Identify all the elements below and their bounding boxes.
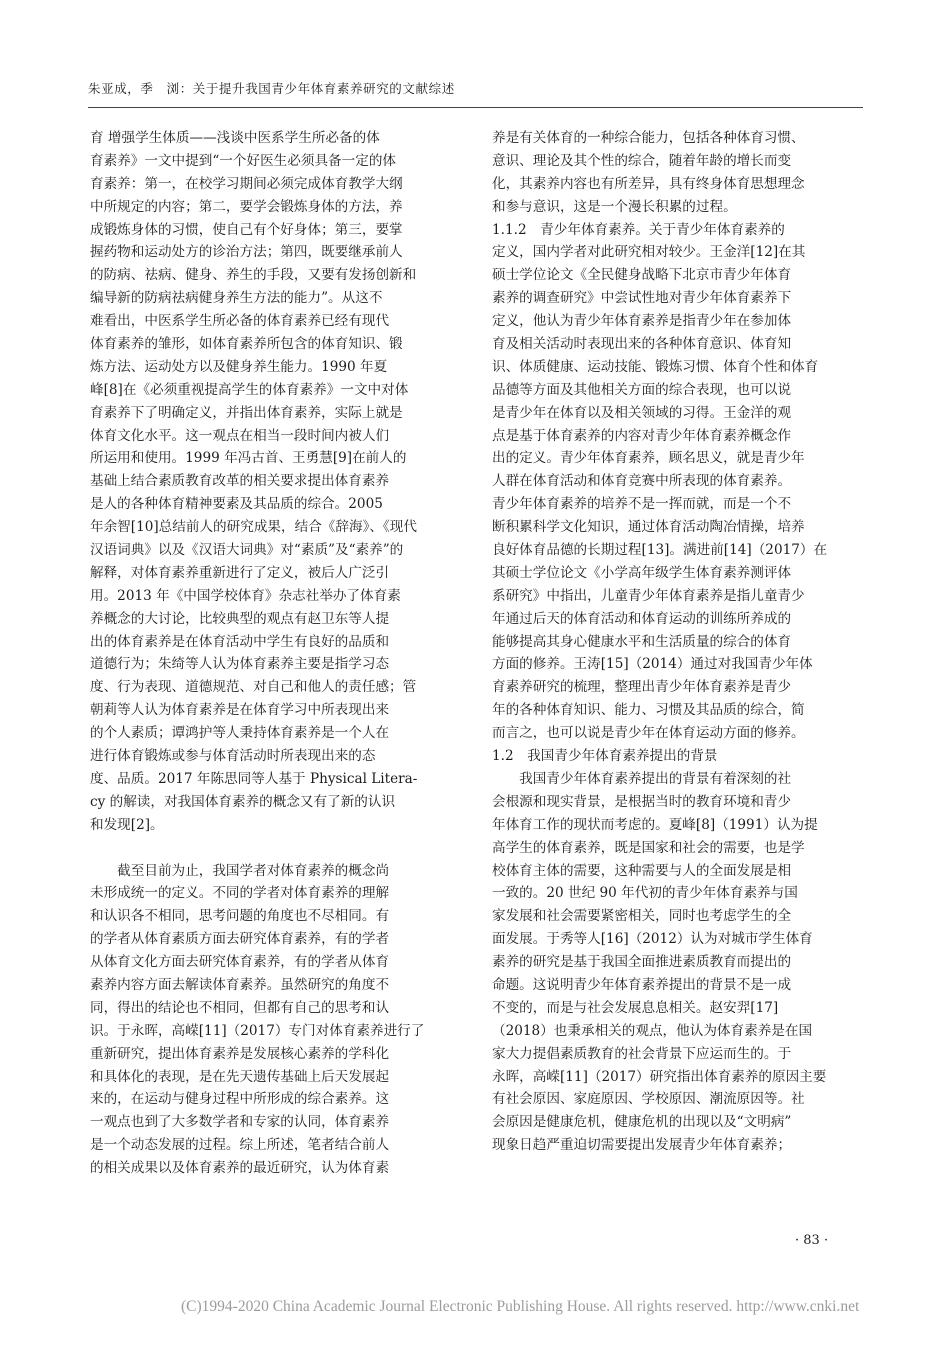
right-column-line: 一致的。20 世纪 90 年代初的青少年体育素养与国	[492, 885, 798, 902]
left-column-line: cy 的解读，对我国体育素养的概念又有了新的认识	[90, 793, 396, 810]
left-column-line: 一观点也到了大多数学者和专家的认同，体育素养	[90, 1114, 390, 1131]
left-column-line: 的防病、祛病、健身、养生的手段，又要有发扬创新和	[90, 267, 417, 284]
left-column-line: 的学者从体育素质方面去研究体育素养，有的学者	[90, 931, 390, 948]
header-divider	[88, 107, 863, 108]
right-column-line: 方面的修养。王涛[15]（2014）通过对我国青少年体	[492, 656, 813, 673]
left-column-line: 和认识各不相同，思考问题的角度也不尽相同。有	[90, 908, 390, 925]
left-column-line: 未形成统一的定义。不同的学者对体育素养的理解	[90, 885, 390, 902]
right-column-line: 年通过后天的体育活动和体育运动的训练所养成的	[492, 610, 792, 627]
left-column-line: 年余智[10]总结前人的研究成果，结合《辞海》、《现代	[90, 519, 417, 536]
right-column-line: 定义，国内学者对此研究相对较少。王金洋[12]在其	[492, 244, 806, 261]
left-column-line: 体育素养的雏形，如体育素养所包含的体育知识、锻	[90, 336, 403, 353]
left-column-line: 出的体育素养是在体育活动中学生有良好的品质和	[90, 633, 390, 650]
right-column-line: 和参与意识，这是一个漫长积累的过程。	[492, 198, 737, 215]
right-column-line: 命题。这说明青少年体育素养提出的背景不是一成	[492, 976, 792, 993]
right-column-line: 会原因是健康危机，健康危机的出现以及“文明病”	[492, 1114, 792, 1131]
left-column-line: 基础上结合素质教育改革的相关要求提出体育素养	[90, 473, 390, 490]
left-column	[90, 127, 460, 1180]
left-column-line: 来的，在运动与健身过程中所形成的综合素养。这	[90, 1091, 390, 1108]
left-column-line: 的相关成果以及体育素养的最近研究，认为体育素	[90, 1160, 390, 1177]
right-column-line: 育素养研究的梳理，整理出青少年体育素养是青少	[492, 679, 792, 696]
left-column-line: 道德行为；朱绮等人认为体育素养主要是指学习态	[90, 656, 390, 673]
right-column-line: 青少年体育素养的培养不是一挥而就，而是一个不	[492, 496, 792, 513]
right-column-line: 会根源和现实背景，是根据当时的教育环境和青少	[492, 793, 792, 810]
left-column-line: 同，得出的结论也不相同，但都有自己的思考和认	[90, 999, 390, 1016]
right-column-line: 良好体育品德的长期过程[13]。满进前[14]（2017）在	[492, 542, 828, 559]
left-column-line: 编导新的防病祛病健身养生方法的能力”。从这不	[90, 290, 383, 307]
right-column-line: 人群在体育活动和体育竞赛中所表现的体育素养。	[492, 473, 792, 490]
left-column-line: 汉语词典》以及《汉语大词典》对“素质”及“素养”的	[90, 542, 404, 559]
right-column-line: 是青少年在体育以及相关领域的习得。王金洋的观	[492, 404, 792, 421]
right-column-line: 素养的研究是基于我国全面推进素质教育而提出的	[492, 954, 792, 971]
running-header: 朱亚成，季 浏：关于提升我国青少年体育素养研究的文献综述	[88, 81, 455, 96]
right-column-line: 意识、理论及其个性的综合，随着年龄的增长而变	[492, 152, 792, 169]
left-column-line: 育素养》一文中提到“一个好医生必须具备一定的体	[90, 152, 397, 169]
right-column-line: 素养的调查研究》中尝试性地对青少年体育素养下	[492, 290, 792, 307]
left-column-line: 炼方法、运动处方以及健身养生能力。1990 年夏	[90, 358, 388, 375]
right-column-line: 断积累科学文化知识，通过体育活动陶冶情操，培养	[492, 519, 805, 536]
left-column-line: 和具体化的表现，是在先天遗传基础上后天发展起	[90, 1068, 390, 1085]
left-column-line: 用。2013 年《中国学校体育》杂志社举办了体育素	[90, 587, 401, 604]
page-number: · 83 ·	[795, 1233, 829, 1248]
right-column-line: 永晖，高嵘[11]（2017）研究指出体育素养的原因主要	[492, 1068, 827, 1085]
right-column-line: 家大力提倡素质教育的社会背景下应运而生的。于	[492, 1045, 792, 1062]
left-column-line	[90, 837, 460, 860]
right-column-line: 点是基于体育素养的内容对青少年体育素养概念作	[492, 427, 792, 444]
left-column-line: 握药物和运动处方的诊治方法；第四，既要继承前人	[90, 244, 403, 261]
left-column-line: 峰[8]在《必须重视提高学生的体育素养》一文中对体	[90, 381, 409, 398]
right-column-line: 不变的，而是与社会发展息息相关。赵安羿[17]	[492, 999, 779, 1016]
right-column-line: 校体育主体的需要，这种需要与人的全面发展是相	[492, 862, 792, 879]
left-column-line: 识。于永晖，高嵘[11]（2017）专门对体育素养进行了	[90, 1022, 425, 1039]
right-column-line: 而言之，也可以说是青少年在体育运动方面的修养。	[492, 725, 805, 742]
right-column-line: 我国青少年体育素养提出的背景有着深刻的社	[492, 770, 792, 787]
left-column-line: 中所规定的内容；第二，要学会锻炼身体的方法，养	[90, 198, 403, 215]
right-column-line: 定义，他认为青少年体育素养是指青少年在参加体	[492, 313, 792, 330]
left-column-line: 育 增强学生体质——浅谈中医系学生所必备的体	[90, 130, 380, 146]
left-column-line: 从体育文化方面去研究体育素养，有的学者从体育	[90, 954, 390, 971]
left-column-line: 的个人素质；谭鸿护等人秉持体育素养是一个人在	[90, 725, 390, 742]
right-column-line: 年的各种体育知识、能力、习惯及其品质的综合，简	[492, 702, 805, 719]
left-column-line: 体育文化水平。这一观点在相当一段时间内被人们	[90, 427, 390, 444]
left-column-line: 难看出，中医系学生所必备的体育素养已经有现代	[90, 313, 390, 330]
right-column-line: 育及相关活动时表现出来的各种体育意识、体育知	[492, 336, 792, 353]
right-column-line: 其硕士学位论文《小学高年级学生体育素养测评体	[492, 564, 792, 581]
left-column-line: 养概念的大讨论，比较典型的观点有赵卫东等人提	[90, 610, 390, 627]
right-column-line: 现象日趋严重迫切需要提出发展青少年体育素养；	[492, 1137, 792, 1154]
left-column-line: 重新研究，提出体育素养是发展核心素养的学科化	[90, 1045, 390, 1062]
left-column-line: 截至目前为止，我国学者对体育素养的概念尚	[90, 862, 390, 879]
copyright-watermark: (C)1994-2020 China Academic Journal Electronic Publishing House. All rights reserved. http://www.cnki.net	[181, 1298, 860, 1315]
right-column	[492, 127, 862, 1157]
right-column-line: 有社会原因、家庭原因、学校原因、潮流原因等。社	[492, 1091, 805, 1108]
left-column-line: 和发现[2]。	[90, 816, 164, 833]
left-column-line: 育素养下了明确定义，并指出体育素养，实际上就是	[90, 404, 403, 421]
right-column-line: 养是有关体育的一种综合能力，包括各种体育习惯、	[492, 130, 805, 146]
left-column-line: 是人的各种体育精神要素及其品质的综合。2005	[90, 496, 383, 513]
right-column-line: 面发展。于秀等人[16]（2012）认为对城市学生体育	[492, 931, 813, 948]
right-column-line: 系研究》中指出，儿童青少年体育素养是指儿童青少	[492, 587, 805, 604]
left-column-line: 是一个动态发展的过程。综上所述，笔者结合前人	[90, 1137, 390, 1154]
right-column-line: 能够提高其身心健康水平和生活质量的综合的体育	[492, 633, 792, 650]
right-column-line: 硕士学位论文《全民健身战略下北京市青少年体育	[492, 267, 792, 284]
left-column-line: 度、品质。2017 年陈思同等人基于 Physical Litera-	[90, 770, 418, 787]
left-column-line: 朝莉等人认为体育素养是在体育学习中所表现出来	[90, 702, 390, 719]
right-column-line: 出的定义。青少年体育素养，顾名思义，就是青少年	[492, 450, 805, 467]
left-column-line: 所运用和使用。1999 年冯古首、王勇慧[9]在前人的	[90, 450, 407, 467]
right-column-line: 1.1.2 青少年体育素养。关于青少年体育素养的	[492, 221, 785, 238]
right-column-line: 1.2 我国青少年体育素养提出的背景	[492, 748, 718, 765]
left-column-line: 素养内容方面去解读体育素养。虽然研究的角度不	[90, 976, 390, 993]
left-column-line: 度、行为表现、道德规范、对自己和他人的责任感；管	[90, 679, 417, 696]
right-column-line: 家发展和社会需要紧密相关，同时也考虑学生的全	[492, 908, 792, 925]
left-column-line: 成锻炼身体的习惯，使自己有个好身体；第三，要掌	[90, 221, 403, 238]
right-column-line: （2018）也秉承相关的观点，他认为体育素养是在国	[492, 1022, 813, 1039]
right-column-line: 高学生的体育素养，既是国家和社会的需要，也是学	[492, 839, 805, 856]
right-column-line: 年体育工作的现状而考虑的。夏峰[8]（1991）认为提	[492, 816, 818, 833]
right-column-line: 品德等方面及其他相关方面的综合表现，也可以说	[492, 381, 792, 398]
left-column-line: 进行体育锻炼或参与体育活动时所表现出来的态	[90, 748, 376, 765]
right-column-line: 识、体质健康、运动技能、锻炼习惯、体育个性和体育	[492, 358, 819, 375]
left-column-line: 育素养：第一，在校学习期间必须完成体育教学大纲	[90, 175, 403, 192]
left-column-line: 解释，对体育素养重新进行了定义，被后人广泛引	[90, 564, 390, 581]
right-column-line: 化，其素养内容也有所差异，具有终身体育思想理念	[492, 175, 805, 192]
